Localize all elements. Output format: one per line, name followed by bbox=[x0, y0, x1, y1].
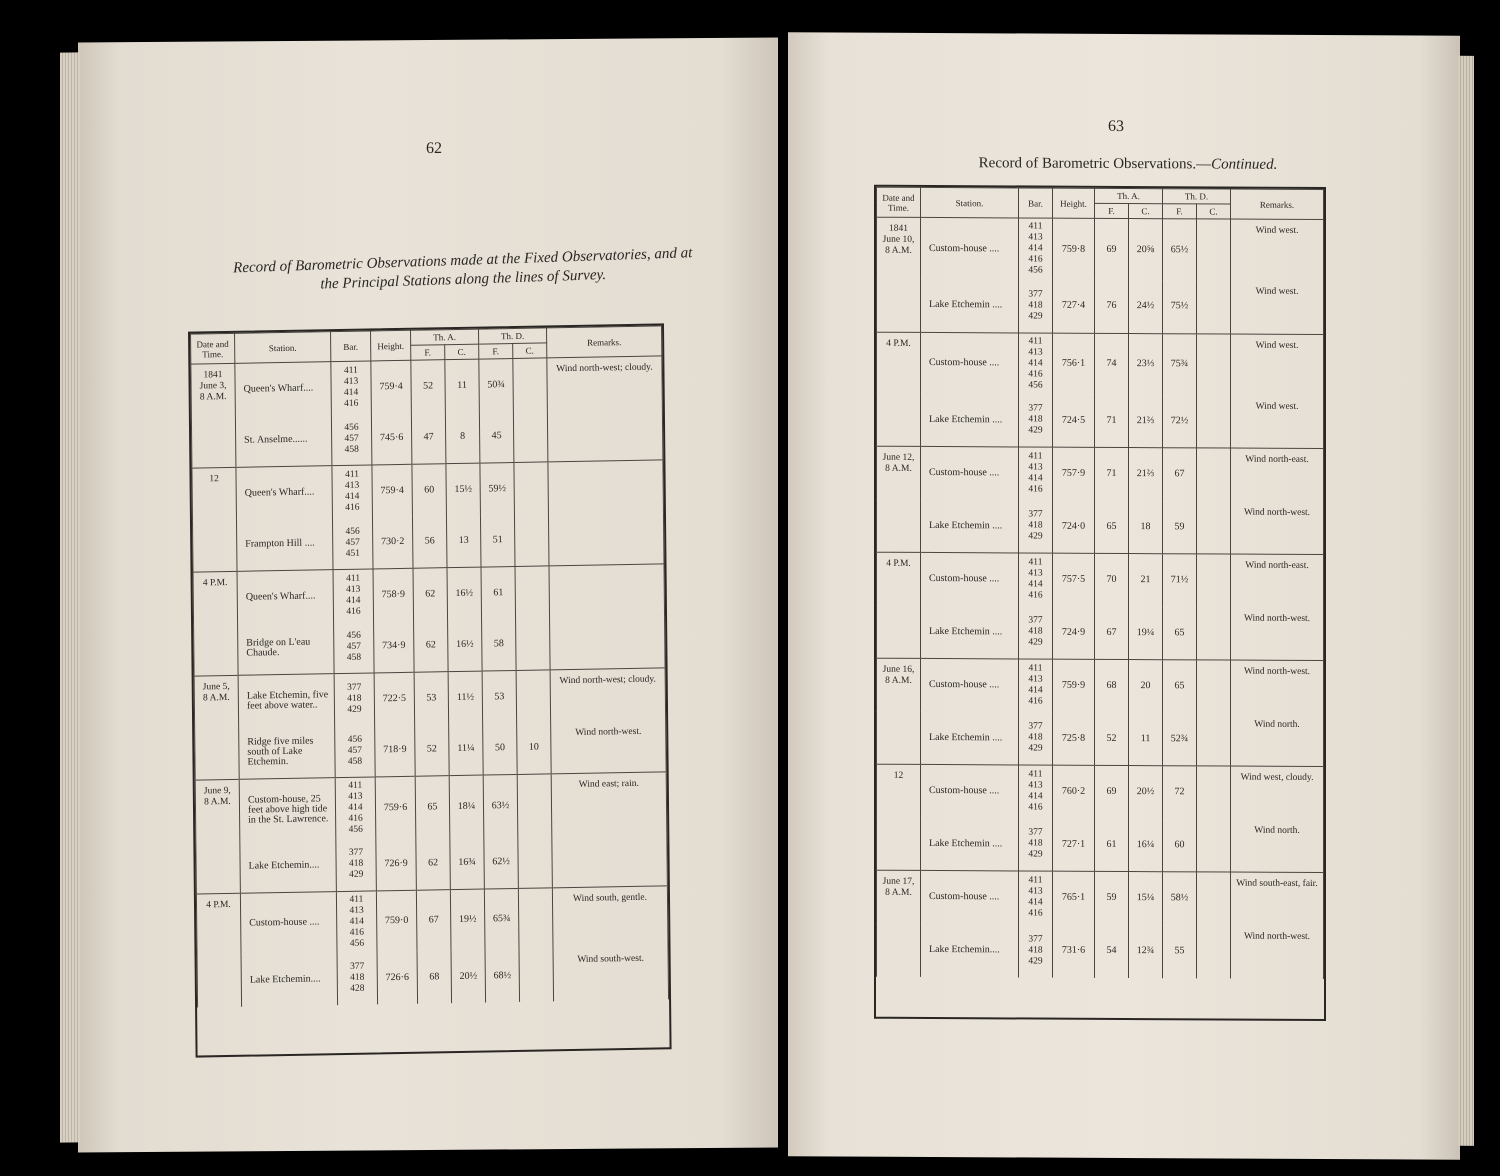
table-row bbox=[192, 460, 664, 520]
table-cell-tha-c: 13 bbox=[446, 515, 481, 568]
header-c: C. bbox=[1129, 204, 1163, 219]
table-cell-date: June 16, 8 A.M. bbox=[877, 658, 921, 711]
table-cell-station: Queen's Wharf.... bbox=[237, 570, 334, 624]
table-cell-thd-f: 65 bbox=[1163, 660, 1197, 713]
table-row bbox=[196, 833, 668, 893]
table-cell-height: 759·4 bbox=[372, 464, 413, 517]
table-row bbox=[197, 947, 669, 1007]
table-cell-tha-f: 62 bbox=[414, 620, 449, 673]
table-cell-bar: 456 457 458 bbox=[334, 621, 375, 674]
table-cell-tha-f: 68 bbox=[1095, 659, 1129, 712]
table-cell-thd-c bbox=[516, 670, 551, 723]
table-row bbox=[192, 512, 664, 572]
table-cell-thd-f: 58½ bbox=[1163, 872, 1197, 925]
table-cell-tha-c: 23⅓ bbox=[1129, 333, 1163, 395]
table-cell-tha-c: 20⅝ bbox=[1129, 219, 1163, 281]
table-row bbox=[196, 885, 668, 955]
table-cell-date bbox=[195, 727, 240, 780]
table-cell-thd-f: 72½ bbox=[1163, 395, 1197, 448]
table-cell-tha-f: 62 bbox=[413, 568, 448, 621]
table-cell-date: 4 P.M. bbox=[196, 893, 241, 955]
table-cell-station: Lake Etchemin, five feet above water.. bbox=[238, 674, 335, 728]
table-cell-bar: 411 413 414 416 456 bbox=[1019, 218, 1053, 280]
table-cell-station: Frampton Hill .... bbox=[236, 518, 333, 572]
table-cell-thd-c bbox=[1197, 660, 1231, 713]
table-cell-remarks: Wind north-west. bbox=[1231, 925, 1324, 978]
observation-table bbox=[874, 185, 1326, 1021]
table-cell-tha-f: 69 bbox=[1095, 765, 1129, 818]
table-cell-remarks: Wind north-west. bbox=[1231, 660, 1324, 713]
table-cell-height: 759·9 bbox=[1053, 659, 1095, 712]
table-cell-tha-f: 56 bbox=[412, 516, 447, 569]
table-cell-thd-c bbox=[1197, 395, 1231, 448]
header-height: Height. bbox=[1053, 188, 1095, 218]
table-cell-thd-c bbox=[1197, 280, 1231, 333]
table-cell-date bbox=[191, 415, 236, 468]
table-row bbox=[191, 356, 663, 416]
table-cell-thd-c: 10 bbox=[517, 722, 552, 775]
table-row bbox=[877, 217, 1324, 281]
table-cell-thd-f: 53 bbox=[482, 670, 517, 723]
table-cell-tha-f: 54 bbox=[1095, 924, 1129, 977]
table-cell-date bbox=[877, 711, 921, 764]
table-cell-remarks: Wind east; rain. bbox=[551, 772, 667, 835]
table-cell-height: 756·1 bbox=[1053, 333, 1095, 395]
table-cell-thd-f: 59½ bbox=[480, 462, 515, 515]
header-remarks: Remarks. bbox=[1231, 189, 1324, 219]
table-cell-tha-c: 11 bbox=[445, 359, 480, 412]
table-row bbox=[877, 446, 1324, 501]
table-cell-thd-c bbox=[519, 949, 554, 1002]
table-cell-date: June 5, 8 A.M. bbox=[194, 675, 239, 728]
table-cell-tha-c: 16¾ bbox=[450, 837, 485, 890]
table-row bbox=[877, 605, 1324, 660]
table-cell-thd-c bbox=[1197, 925, 1231, 978]
header-station: Station. bbox=[235, 332, 331, 364]
table-cell-remarks: Wind west. bbox=[1231, 281, 1324, 334]
table-cell-remarks: Wind north-east. bbox=[1231, 554, 1324, 607]
table-cell-thd-f: 71½ bbox=[1163, 554, 1197, 607]
table-cell-thd-c bbox=[518, 887, 553, 949]
title-continued: Continued. bbox=[1211, 156, 1278, 173]
table-cell-tha-c: 24½ bbox=[1129, 280, 1163, 333]
table-cell-tha-c: 18 bbox=[1129, 501, 1163, 554]
table-cell-bar: 411 413 414 416 bbox=[332, 465, 373, 518]
table-cell-tha-c: 21⅔ bbox=[1129, 448, 1163, 501]
table-cell-tha-c: 16¼ bbox=[1129, 819, 1163, 872]
table-cell-bar: 411 413 414 416 bbox=[333, 569, 374, 622]
table-cell-station: Lake Etchemin .... bbox=[921, 817, 1019, 871]
header-th-d: Th. D. bbox=[1163, 189, 1231, 204]
table-cell-date bbox=[197, 954, 242, 1007]
table-cell-station: Lake Etchemin.... bbox=[241, 953, 338, 1007]
table-cell-tha-f: 52 bbox=[411, 360, 446, 413]
table-cell-remarks bbox=[550, 616, 666, 670]
table-cell-thd-c bbox=[513, 358, 548, 411]
table-cell-tha-f: 74 bbox=[1095, 333, 1129, 395]
header-th-a: Th. A. bbox=[1095, 188, 1163, 203]
table-row bbox=[877, 332, 1324, 396]
page-number: 63 bbox=[1108, 117, 1124, 135]
table-cell-date bbox=[877, 499, 921, 552]
table-cell-tha-f: 62 bbox=[416, 837, 451, 890]
table-cell-thd-f: 62½ bbox=[484, 836, 519, 889]
table-row bbox=[194, 616, 666, 676]
table-cell-height: 734·9 bbox=[374, 620, 415, 673]
table-cell-date: June 12, 8 A.M. bbox=[877, 446, 921, 499]
table-cell-remarks bbox=[552, 833, 668, 887]
table-cell-thd-f: 60 bbox=[1163, 819, 1197, 872]
table-cell-date: June 9, 8 A.M. bbox=[195, 779, 240, 841]
header-date: Date and Time. bbox=[877, 187, 921, 217]
table-cell-thd-f: 59 bbox=[1163, 501, 1197, 554]
table-cell-height: 726·9 bbox=[376, 838, 417, 891]
open-book bbox=[30, 28, 1460, 1158]
table-cell-tha-f: 61 bbox=[1095, 818, 1129, 871]
table-cell-height: 745·6 bbox=[371, 412, 412, 465]
header-c: C. bbox=[445, 344, 479, 360]
table-row bbox=[195, 772, 667, 842]
table-row bbox=[877, 817, 1324, 872]
table-cell-tha-f: 65 bbox=[415, 776, 450, 838]
table-cell-station: Ridge five miles south of Lake Etchemin. bbox=[239, 726, 336, 780]
header-f: F. bbox=[411, 345, 445, 361]
table-cell-thd-c bbox=[1197, 766, 1231, 819]
table-cell-tha-f: 71 bbox=[1095, 394, 1129, 447]
table-cell-thd-f: 75½ bbox=[1163, 280, 1197, 333]
table-cell-thd-c bbox=[513, 410, 548, 463]
table-cell-thd-c bbox=[1197, 448, 1231, 501]
table-cell-tha-c: 16½ bbox=[447, 567, 482, 620]
table-cell-tha-c: 11 bbox=[1129, 713, 1163, 766]
table-cell-tha-c: 11½ bbox=[448, 671, 483, 724]
table-cell-height: 759·6 bbox=[375, 776, 416, 838]
table-title: Record of Barometric Observations made at the Fixed Observatories, and at the Principal Stations along the lines of Survey. bbox=[232, 245, 693, 293]
table-cell-remarks: Wind north. bbox=[1231, 713, 1324, 766]
table-cell-date bbox=[877, 923, 921, 976]
table-cell-thd-c bbox=[516, 618, 551, 671]
header-f: F. bbox=[479, 344, 513, 360]
header-th-a: Th. A. bbox=[411, 329, 479, 345]
table-cell-date: June 17, 8 A.M. bbox=[877, 870, 921, 923]
table-cell-thd-c bbox=[518, 835, 553, 888]
table-cell-thd-c bbox=[1197, 333, 1231, 395]
table-cell-remarks: Wind south-east, fair. bbox=[1231, 872, 1324, 925]
table-cell-station: Lake Etchemin .... bbox=[921, 393, 1019, 447]
table-cell-tha-c: 20½ bbox=[1129, 766, 1163, 819]
table-cell-tha-c: 15¼ bbox=[1129, 872, 1163, 925]
table-cell-station: Lake Etchemin .... bbox=[921, 499, 1019, 553]
table-cell-remarks bbox=[547, 408, 663, 462]
table-cell-tha-c: 21 bbox=[1129, 554, 1163, 607]
table-cell-remarks: Wind north-west. bbox=[1231, 501, 1324, 554]
table-cell-tha-c: 21⅔ bbox=[1129, 395, 1163, 448]
table-cell-remarks: Wind north-east. bbox=[1231, 448, 1324, 501]
table-cell-tha-f: 59 bbox=[1095, 871, 1129, 924]
table-cell-tha-f: 52 bbox=[1095, 712, 1129, 765]
table-cell-height: 724·9 bbox=[1053, 606, 1095, 659]
table-cell-thd-c bbox=[1197, 554, 1231, 607]
table-cell-station: Custom-house .... bbox=[240, 891, 337, 954]
table-cell-tha-f: 70 bbox=[1095, 553, 1129, 606]
table-cell-station: Lake Etchemin .... bbox=[921, 279, 1019, 333]
table-row bbox=[877, 499, 1324, 554]
table-cell-height: 731·6 bbox=[1053, 924, 1095, 977]
table-cell-height: 757·5 bbox=[1053, 553, 1095, 606]
table-cell-remarks: Wind west. bbox=[1231, 219, 1324, 281]
table-cell-height: 765·1 bbox=[1053, 871, 1095, 924]
table-cell-date: 12 bbox=[877, 764, 921, 817]
right-page bbox=[788, 32, 1460, 1160]
table-cell-bar: 377 418 429 bbox=[1019, 924, 1053, 977]
table-cell-height: 730·2 bbox=[372, 516, 413, 569]
table-cell-height: 758·9 bbox=[373, 568, 414, 621]
table-cell-tha-f: 69 bbox=[1095, 218, 1129, 280]
table-cell-remarks: Wind north-west; cloudy. bbox=[547, 356, 663, 410]
table-cell-thd-f: 50 bbox=[483, 722, 518, 775]
table-cell-station: Custom-house .... bbox=[921, 870, 1019, 924]
table-row bbox=[191, 408, 663, 468]
table-cell-tha-c: 19½ bbox=[450, 889, 485, 951]
header-c: C. bbox=[513, 343, 547, 359]
table-cell-bar: 456 457 451 bbox=[332, 517, 373, 570]
table-cell-station: Lake Etchemin .... bbox=[921, 605, 1019, 659]
table-row bbox=[877, 552, 1324, 607]
table-cell-remarks: Wind west. bbox=[1231, 395, 1324, 448]
table-cell-tha-c: 16½ bbox=[448, 619, 483, 672]
table-cell-date: 4 P.M. bbox=[877, 332, 921, 394]
header-f: F. bbox=[1095, 203, 1129, 218]
table-cell-date: 1841 June 10, 8 A.M. bbox=[877, 217, 921, 279]
table-cell-height: 724·0 bbox=[1053, 500, 1095, 553]
table-cell-remarks bbox=[549, 564, 665, 618]
table-cell-height: 759·8 bbox=[1053, 218, 1095, 280]
table-cell-thd-f: 68½ bbox=[485, 949, 520, 1002]
table-cell-tha-f: 67 bbox=[1095, 606, 1129, 659]
table-cell-height: 726·6 bbox=[377, 951, 418, 1004]
table-cell-thd-c bbox=[517, 774, 552, 836]
table-cell-date bbox=[192, 519, 237, 572]
table-cell-thd-c bbox=[1197, 607, 1231, 660]
header-th-d: Th. D. bbox=[479, 328, 547, 344]
table-cell-remarks: Wind north. bbox=[1231, 819, 1324, 872]
table-cell-bar: 411 413 414 416 bbox=[1019, 553, 1053, 606]
table-cell-height: 718·9 bbox=[375, 724, 416, 777]
table-cell-tha-f: 68 bbox=[417, 951, 452, 1004]
table-cell-tha-f: 76 bbox=[1095, 280, 1129, 333]
table-cell-station: Lake Etchemin .... bbox=[921, 711, 1019, 765]
table-cell-tha-c: 11¼ bbox=[449, 723, 484, 776]
table-cell-station: Lake Etchemin.... bbox=[921, 923, 1019, 977]
header-date: Date and Time. bbox=[191, 333, 235, 364]
table-cell-remarks bbox=[548, 512, 664, 566]
table-row bbox=[877, 764, 1324, 819]
table-row bbox=[877, 658, 1324, 713]
table-row bbox=[193, 564, 665, 624]
title-main: Record of Barometric Observations.— bbox=[978, 155, 1212, 173]
table-cell-bar: 411 413 414 416 456 bbox=[335, 777, 376, 839]
table-cell-bar: 411 413 414 416 456 bbox=[1019, 332, 1053, 394]
table-cell-thd-f: 50¾ bbox=[479, 359, 514, 412]
table-cell-remarks: Wind west. bbox=[1231, 334, 1324, 396]
table-cell-thd-f: 51 bbox=[480, 514, 515, 567]
table-cell-tha-c: 20 bbox=[1129, 660, 1163, 713]
table-cell-height: 760·2 bbox=[1053, 765, 1095, 818]
page-number: 62 bbox=[426, 139, 442, 158]
table-cell-tha-f: 52 bbox=[415, 724, 450, 777]
left-page bbox=[78, 38, 778, 1153]
table-cell-height: 757·9 bbox=[1053, 447, 1095, 500]
table-cell-thd-f: 72 bbox=[1163, 766, 1197, 819]
table-cell-thd-f: 65 bbox=[1163, 607, 1197, 660]
table-row bbox=[195, 720, 667, 780]
table-cell-thd-c bbox=[515, 566, 550, 619]
table-cell-remarks: Wind north-west. bbox=[1231, 607, 1324, 660]
table-cell-height: 759·4 bbox=[371, 360, 412, 413]
table-cell-bar: 377 418 429 bbox=[1019, 606, 1053, 659]
table-cell-date bbox=[877, 393, 921, 446]
table-cell-height: 727·1 bbox=[1053, 818, 1095, 871]
header-station: Station. bbox=[921, 187, 1019, 218]
table-cell-station: Custom-house .... bbox=[921, 446, 1019, 500]
table-cell-remarks: Wind north-west; cloudy. bbox=[550, 668, 666, 722]
table-cell-thd-c bbox=[1197, 219, 1231, 281]
table-cell-bar: 411 413 414 416 456 bbox=[336, 890, 377, 952]
table-cell-tha-f: 47 bbox=[411, 412, 446, 465]
table-row bbox=[194, 668, 666, 728]
table-cell-remarks bbox=[548, 460, 664, 514]
table-cell-tha-c: 8 bbox=[445, 411, 480, 464]
table-cell-remarks: Wind north-west. bbox=[551, 720, 667, 774]
table-cell-tha-f: 65 bbox=[1095, 500, 1129, 553]
table-cell-thd-f: 52¾ bbox=[1163, 713, 1197, 766]
table bbox=[876, 187, 1324, 979]
table-cell-thd-f: 55 bbox=[1163, 925, 1197, 978]
table-cell-height: 725·8 bbox=[1053, 712, 1095, 765]
table-row bbox=[877, 279, 1324, 334]
table-cell-date bbox=[194, 623, 239, 676]
table-cell-tha-f: 53 bbox=[414, 672, 449, 725]
table-cell-thd-c bbox=[1197, 501, 1231, 554]
observation-table bbox=[188, 323, 672, 1057]
table-cell-bar: 377 418 429 bbox=[1019, 712, 1053, 765]
table-cell-tha-c: 20½ bbox=[451, 950, 486, 1003]
table-cell-bar: 377 418 429 bbox=[336, 838, 377, 891]
header-c: C. bbox=[1197, 204, 1231, 219]
table-cell-height: 722·5 bbox=[374, 672, 415, 725]
header-remarks: Remarks. bbox=[547, 326, 662, 358]
table-cell-thd-c bbox=[1197, 819, 1231, 872]
table-cell-bar: 456 457 458 bbox=[335, 725, 376, 778]
table-cell-thd-c bbox=[1197, 872, 1231, 925]
table-cell-bar: 456 457 458 bbox=[331, 413, 372, 466]
table-cell-bar: 377 418 429 bbox=[1019, 394, 1053, 447]
table-cell-height: 724·5 bbox=[1053, 394, 1095, 447]
table-cell-date: 4 P.M. bbox=[193, 571, 238, 624]
table-cell-thd-f: 63½ bbox=[483, 774, 518, 836]
table-row bbox=[877, 393, 1324, 448]
table-title bbox=[928, 155, 1328, 174]
table-cell-tha-f: 60 bbox=[412, 464, 447, 517]
table-cell-station: Custom-house .... bbox=[921, 332, 1019, 394]
table-cell-date: 4 P.M. bbox=[877, 552, 921, 605]
table-cell-date: 12 bbox=[192, 467, 237, 520]
table-cell-bar: 377 418 428 bbox=[337, 952, 378, 1005]
table-cell-thd-f: 58 bbox=[482, 618, 517, 671]
table-cell-thd-c bbox=[514, 462, 549, 515]
table-cell-thd-c bbox=[1197, 713, 1231, 766]
table-cell-height: 759·0 bbox=[376, 890, 417, 952]
table-cell-station: Queen's Wharf.... bbox=[236, 466, 333, 520]
table-row bbox=[877, 923, 1324, 978]
table-cell-thd-f: 45 bbox=[479, 411, 514, 464]
table-cell-date bbox=[877, 605, 921, 658]
table-cell-remarks: Wind south-west. bbox=[553, 947, 669, 1001]
table-cell-thd-f: 61 bbox=[481, 566, 516, 619]
table-cell-bar: 411 413 414 416 bbox=[1019, 659, 1053, 712]
table-cell-tha-c: 15½ bbox=[446, 463, 481, 516]
table-cell-station: Custom-house .... bbox=[921, 217, 1019, 279]
table-cell-bar: 377 418 429 bbox=[334, 673, 375, 726]
table-cell-station: Custom-house .... bbox=[921, 552, 1019, 606]
table-cell-height: 727·4 bbox=[1053, 280, 1095, 333]
table-cell-station: Custom-house .... bbox=[921, 764, 1019, 818]
table-cell-bar: 377 418 429 bbox=[1019, 279, 1053, 332]
header-height: Height. bbox=[371, 330, 411, 361]
table-cell-thd-f: 65¾ bbox=[484, 888, 519, 950]
table-cell-bar: 377 418 429 bbox=[1019, 500, 1053, 553]
table-row bbox=[877, 711, 1324, 766]
table-cell-bar: 377 418 429 bbox=[1019, 818, 1053, 871]
table-cell-bar: 411 413 414 416 bbox=[331, 361, 372, 414]
table-cell-tha-c: 18¼ bbox=[449, 775, 484, 837]
table-cell-date: 1841 June 3, 8 A.M. bbox=[191, 363, 236, 416]
table-cell-station: Custom-house, 25 feet above high tide in the St. Lawrence. bbox=[239, 778, 336, 841]
table-cell-thd-f: 67 bbox=[1163, 448, 1197, 501]
table-cell-thd-f: 65½ bbox=[1163, 219, 1197, 281]
table-cell-remarks: Wind west, cloudy. bbox=[1231, 766, 1324, 819]
table-cell-date bbox=[877, 279, 921, 332]
table-cell-tha-f: 71 bbox=[1095, 447, 1129, 500]
table-cell-date bbox=[196, 841, 241, 894]
table-cell-bar: 411 413 414 416 bbox=[1019, 871, 1053, 924]
table-cell-date bbox=[877, 817, 921, 870]
table-cell-tha-c: 19¼ bbox=[1129, 607, 1163, 660]
table-cell-thd-c bbox=[514, 514, 549, 567]
table-cell-tha-f: 67 bbox=[416, 889, 451, 951]
table-cell-station: Queen's Wharf.... bbox=[235, 362, 332, 416]
table-cell-remarks: Wind south, gentle. bbox=[552, 885, 668, 948]
header-bar: Bar. bbox=[1019, 188, 1053, 218]
table-cell-station: Custom-house .... bbox=[921, 658, 1019, 712]
table-cell-bar: 411 413 414 416 bbox=[1019, 447, 1053, 500]
table-cell-station: Lake Etchemin.... bbox=[240, 839, 337, 893]
table-cell-station: Bridge on L'eau Chaude. bbox=[238, 622, 335, 676]
table bbox=[190, 325, 669, 1007]
table-cell-bar: 411 413 414 416 bbox=[1019, 765, 1053, 818]
header-f: F. bbox=[1163, 204, 1197, 219]
table-cell-station: St. Anselme...... bbox=[235, 414, 332, 468]
table-cell-thd-f: 75¾ bbox=[1163, 333, 1197, 395]
table-row bbox=[877, 870, 1324, 925]
header-bar: Bar. bbox=[331, 331, 371, 362]
table-cell-tha-c: 12¾ bbox=[1129, 925, 1163, 978]
